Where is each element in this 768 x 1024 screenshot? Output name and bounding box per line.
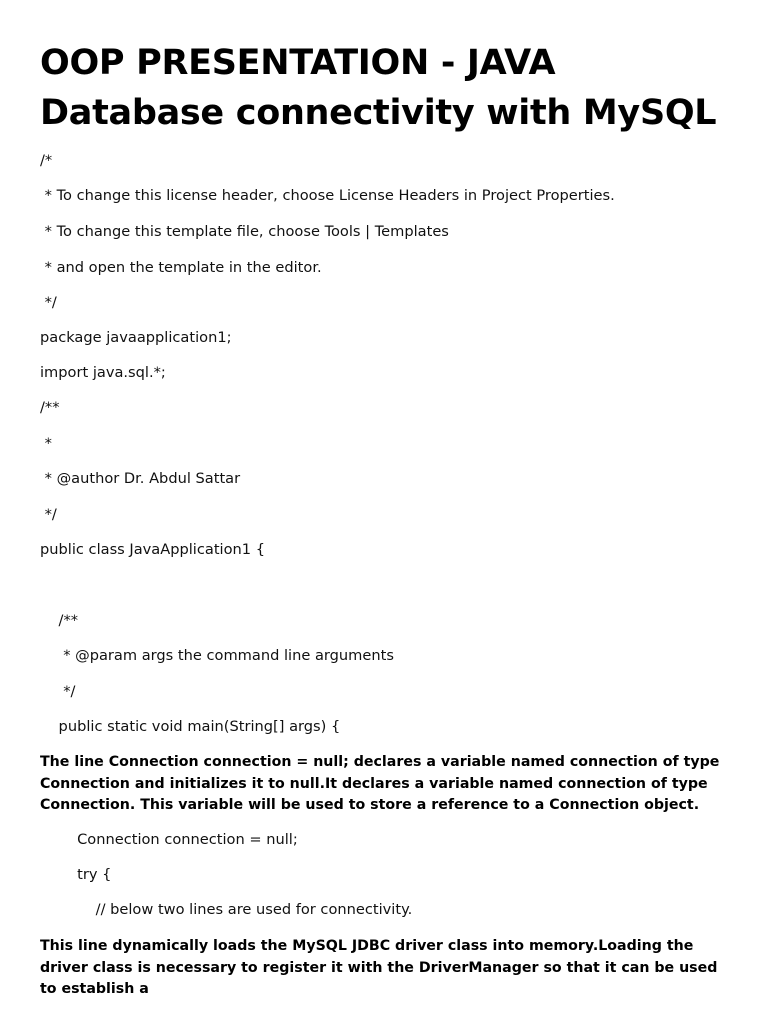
code-line: public class JavaApplication1 {: [40, 541, 265, 558]
code-line: public static void main(String[] args) {: [40, 718, 341, 735]
code-line: try {: [40, 866, 112, 883]
code-line: */: [40, 294, 57, 311]
explanation-paragraph: This line dynamically loads the MySQL JDBC driver class into memory.Loading the driver class is necessary to register it with the DriverManager so that it can be used to establish a: [40, 938, 718, 997]
code-line: */: [40, 506, 57, 523]
code-line: * and open the template in the editor.: [40, 259, 322, 276]
code-line: * To change this license header, choose License Headers in Project Properties.: [40, 187, 615, 204]
code-line: *: [40, 435, 52, 452]
code-line: * @author Dr. Abdul Sattar: [40, 470, 241, 487]
code-line: /**: [40, 399, 60, 416]
code-line: * To change this template file, choose Tools | Templates: [40, 223, 449, 240]
code-line: /**: [40, 612, 79, 629]
code-line: * @param args the command line arguments: [40, 647, 394, 664]
code-line: Connection connection = null;: [40, 831, 298, 848]
page-title: OOP PRESENTATION - JAVA Database connectivity with MySQL: [40, 43, 717, 133]
code-line: */: [40, 683, 76, 700]
code-line: /*: [40, 152, 53, 169]
code-line: import java.sql.*;: [40, 364, 166, 381]
code-line: package javaapplication1;: [40, 329, 232, 346]
explanation-paragraph: The line Connection connection = null; declares a variable named connection of type Connection and initializes it to null.It declares a variable named connection of type Connection. This variable will be used to store a reference to a Connection object.: [40, 754, 720, 813]
code-line: // below two lines are used for connectivity.: [40, 901, 413, 918]
